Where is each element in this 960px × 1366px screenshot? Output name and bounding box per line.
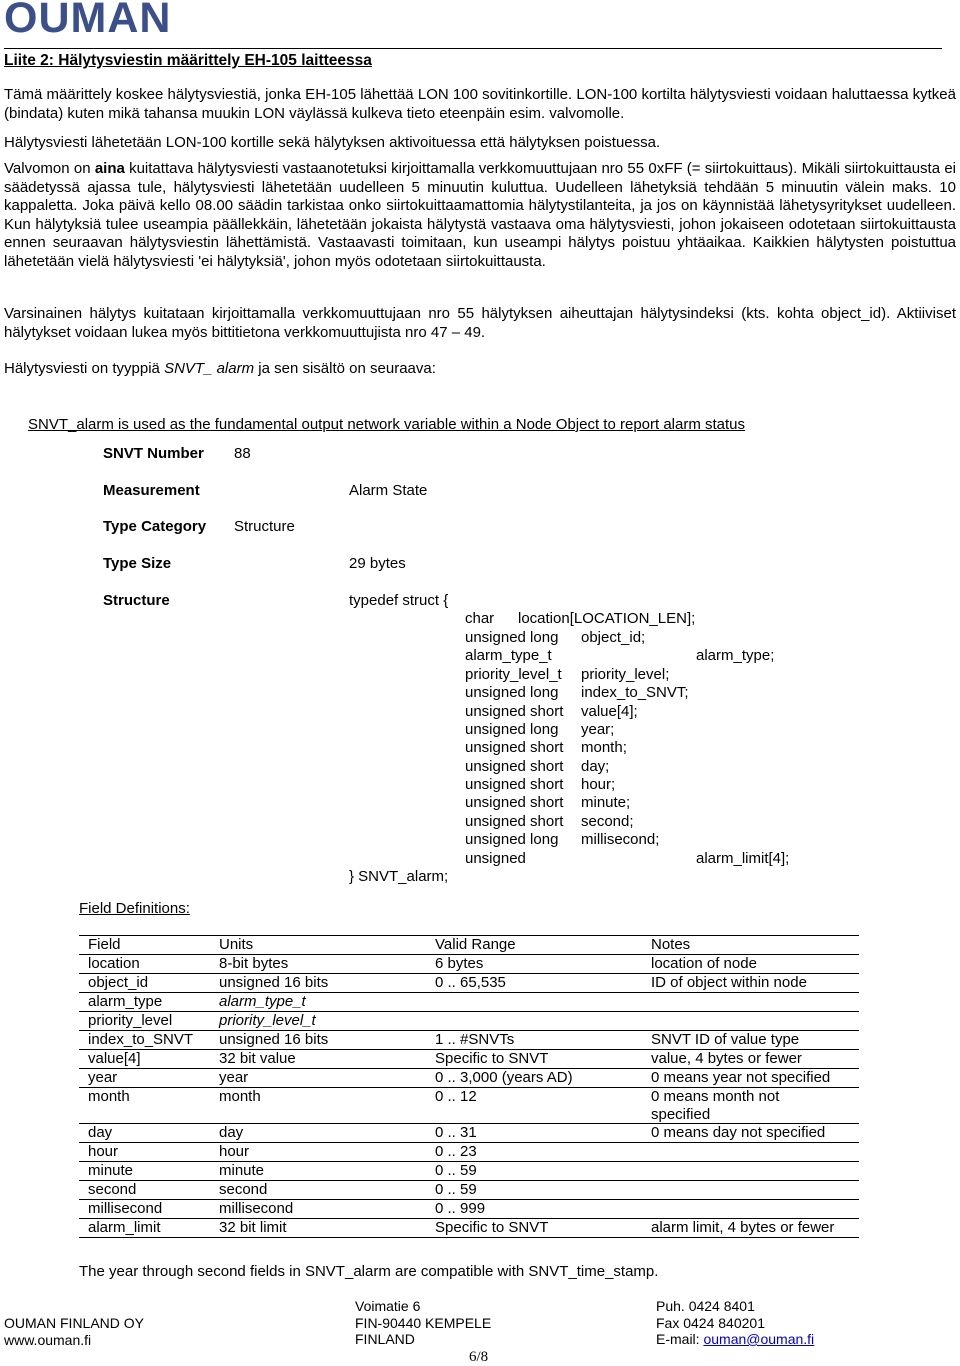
table-row (79, 1219, 859, 1238)
table-cell: 0 .. 59 (426, 1181, 642, 1200)
table-cell: priority_level (79, 1012, 210, 1031)
member-type: unsigned (465, 850, 526, 867)
member-name: hour; (581, 776, 616, 793)
table-cell: millisecond (210, 1200, 426, 1219)
table-cell: object_id (79, 974, 210, 993)
table-cell: 0 .. 23 (426, 1143, 642, 1162)
member-name: day; (581, 758, 610, 775)
header-divider (4, 48, 942, 49)
member-type: unsigned long (465, 831, 559, 848)
field-definitions-table (79, 935, 859, 1238)
member-name: alarm_type; (696, 647, 775, 664)
footer-fax: Fax 0424 840201 (656, 1314, 765, 1331)
structure-close: } SNVT_alarm; (349, 868, 449, 885)
member-name: alarm_limit[4]; (696, 850, 790, 867)
member-type: unsigned long (465, 721, 559, 738)
table-cell: month (79, 1088, 210, 1124)
member-type: unsigned short (465, 794, 564, 811)
footer-street: Voimatie 6 (355, 1298, 421, 1314)
table-row (79, 1124, 859, 1143)
footer-web: www.ouman.fi (4, 1331, 92, 1348)
page-number: 6/8 (469, 1349, 489, 1365)
type-category-label: Type Category (103, 518, 207, 535)
type-paragraph (4, 360, 956, 379)
ouman-logo: OUMAN (4, 0, 172, 42)
table-cell: 0 .. 65,535 (426, 974, 642, 993)
table-cell: day (79, 1124, 210, 1143)
member-name: month; (581, 739, 627, 756)
structure-open: typedef struct { (349, 592, 449, 609)
table-cell (642, 1181, 859, 1200)
table-header-row (79, 936, 859, 955)
member-name: priority_level; (581, 666, 670, 683)
table-row (79, 1012, 859, 1031)
table-cell: 8-bit bytes (210, 955, 426, 974)
type-category-value: Structure (234, 518, 295, 535)
member-type: alarm_type_t (465, 647, 552, 664)
footer-phone: Puh. 0424 8401 (656, 1298, 755, 1314)
table-cell: unsigned 16 bits (210, 1031, 426, 1050)
member-name: minute; (581, 794, 631, 811)
table-row (79, 1050, 859, 1069)
member-type: priority_level_t (465, 666, 562, 683)
member-name: value[4]; (581, 703, 638, 720)
member-name: location[LOCATION_LEN]; (518, 610, 696, 627)
ack-text-bold: aina (94, 160, 125, 177)
footer-country: FINLAND (355, 1331, 415, 1347)
member-type: unsigned short (465, 703, 564, 720)
table-cell: value, 4 bytes or fewer (642, 1050, 859, 1069)
ack-text-a: Valvomon on (4, 160, 95, 177)
table-cell: day (210, 1124, 426, 1143)
table-cell: year (79, 1069, 210, 1088)
column-header: Notes (642, 936, 859, 955)
table-row (79, 955, 859, 974)
acknowledge-alarm-paragraph: Varsinainen hälytys kuitataan kirjoittamalla verkkomuuttujaan nro 55 hälytyksen aiheuttajan hälytysindeksi (kts. kohta object_id). Aktiiviset hälytykset voidaan lukea myös bittitietona verkkomuuttujista nro 47 – 49. (4, 305, 956, 341)
member-type: char (465, 610, 495, 627)
table-row (79, 1162, 859, 1181)
column-header: Valid Range (426, 936, 642, 955)
table-cell: Specific to SNVT (426, 1219, 642, 1238)
type-text-b: ja sen sisältö on seuraava: (254, 360, 436, 377)
table-cell: 0 .. 12 (426, 1088, 642, 1124)
table-cell (426, 1012, 642, 1031)
table-cell: 0 .. 31 (426, 1124, 642, 1143)
member-name: millisecond; (581, 831, 660, 848)
table-cell: 1 .. #SNVTs (426, 1031, 642, 1050)
table-cell: 0 means year not specified (642, 1069, 859, 1088)
type-text-a: Hälytysviesti on tyyppiä (4, 360, 165, 377)
footer-postal: FIN-90440 KEMPELE (355, 1314, 492, 1331)
table-cell: 0 means month not specified (642, 1088, 859, 1124)
table-cell (642, 993, 859, 1012)
member-name: year; (581, 721, 615, 738)
table-cell: unsigned 16 bits (210, 974, 426, 993)
table-cell: second (79, 1181, 210, 1200)
table-cell: 0 .. 3,000 (years AD) (426, 1069, 642, 1088)
column-header: Units (210, 936, 426, 955)
table-row (79, 1031, 859, 1050)
member-type: unsigned short (465, 758, 564, 775)
page-heading: Liite 2: Hälytysviestin määrittely EH-105 laitteessa (4, 52, 372, 69)
footer-email-line (656, 1331, 814, 1348)
table-cell: hour (210, 1143, 426, 1162)
compatibility-note: The year through second fields in SNVT_alarm are compatible with SNVT_time_stamp. (79, 1263, 659, 1280)
table-row (79, 1069, 859, 1088)
table-cell: hour (79, 1143, 210, 1162)
table-cell: alarm_limit (79, 1219, 210, 1238)
member-name: object_id; (581, 629, 646, 646)
table-cell: 32 bit value (210, 1050, 426, 1069)
table-cell: month (210, 1088, 426, 1124)
table-cell: year (210, 1069, 426, 1088)
table-cell: priority_level_t (210, 1012, 426, 1031)
type-size-label: Type Size (103, 555, 172, 572)
acknowledge-paragraph (4, 160, 956, 271)
structure-label: Structure (103, 592, 170, 609)
table-cell: 6 bytes (426, 955, 642, 974)
table-cell (642, 1143, 859, 1162)
table-cell: location of node (642, 955, 859, 974)
measurement-label: Measurement (103, 482, 200, 499)
table-cell: millisecond (79, 1200, 210, 1219)
table-cell: alarm_type_t (210, 993, 426, 1012)
table-cell: minute (79, 1162, 210, 1181)
snvt-title: SNVT_alarm is used as the fundamental output network variable within a Node Object to report alarm status (28, 416, 746, 433)
member-type: unsigned long (465, 629, 559, 646)
table-cell: index_to_SNVT (79, 1031, 210, 1050)
table-row (79, 993, 859, 1012)
table-cell: SNVT ID of value type (642, 1031, 859, 1050)
table-cell: 0 .. 999 (426, 1200, 642, 1219)
table-cell (642, 1012, 859, 1031)
ack-text-b: kuitattava hälytysviesti vastaanotetuksi kirjoittamalla verkkomuuttujaan nro 55 0xFF (= siirtokuittaus). Mikäli siirtokuittausta ei säädetyssä ajassa tule, hälytysviesti lähetetään uudelleen 5 minuutin kuluttua. Uudelleen lähetyksiä tehdään 5 minuutin välein maks. 10 kappaletta. Joka päivä kello 08.00 säädin tarkistaa onko siirtokuittaamattomia hälytystilanteita, ja jos on käynnistää lähetysyritykset uudelleen. Kun hälytyksiä tulee useampia päällekkäin, lähetetään jokaista hälytystä vastaava oma hälytysviesti, johon jokaiseen odotetaan siirtokuittausta ennen seuraavan hälytysviestin lähettämistä. Vastaavasti toimitaan, kun useampi hälytys poistuu yhtäaikaa. Kaikkien hälytysten poistuttua lähetetään vielä hälytysviesti 'ei hälytyksiä', johon myös odotetaan siirtokuittausta. (4, 160, 957, 270)
table-row (79, 974, 859, 993)
table-cell (642, 1162, 859, 1181)
table-row (79, 1088, 859, 1124)
footer-address-block (355, 1298, 491, 1348)
footer-email-link[interactable]: ouman@ouman.fi (703, 1331, 815, 1347)
measurement-value: Alarm State (349, 482, 428, 499)
table-cell: alarm_type (79, 993, 210, 1012)
footer-contact-block (656, 1298, 814, 1348)
table-cell: second (210, 1181, 426, 1200)
snvt-number-label: SNVT Number (103, 445, 204, 462)
table-cell: location (79, 955, 210, 974)
type-size-value: 29 bytes (349, 555, 406, 572)
table-cell: value[4] (79, 1050, 210, 1069)
type-text-italic: SNVT_ alarm (164, 360, 255, 377)
table-cell: 0 means day not specified (642, 1124, 859, 1143)
table-cell (426, 993, 642, 1012)
member-type: unsigned short (465, 813, 564, 830)
snvt-number-value: 88 (234, 445, 251, 462)
field-definitions-title: Field Definitions: (79, 900, 190, 917)
member-name: index_to_SNVT; (581, 684, 689, 701)
member-type: unsigned short (465, 739, 564, 756)
footer-company-block (4, 1315, 144, 1348)
member-type: unsigned short (465, 776, 564, 793)
table-row (79, 1181, 859, 1200)
table-cell: Specific to SNVT (426, 1050, 642, 1069)
table-row (79, 1143, 859, 1162)
table-cell: ID of object within node (642, 974, 859, 993)
table-row (79, 1200, 859, 1219)
table-cell: 0 .. 59 (426, 1162, 642, 1181)
table-cell (642, 1200, 859, 1219)
footer-email-label: E-mail: (656, 1331, 704, 1347)
member-type: unsigned long (465, 684, 559, 701)
member-name: second; (581, 813, 634, 830)
intro-paragraph: Tämä määrittely koskee hälytysviestiä, jonka EH-105 lähettää LON 100 sovitinkortille. LON-100 kortilta hälytysviesti voidaan haluttaessa kytkeä (bindata) kuten mikä tahansa muukin LON väylässä kulkeva tieto eteenpäin esim. valvomolle. (4, 86, 956, 122)
table-cell: 32 bit limit (210, 1219, 426, 1238)
table-cell: alarm limit, 4 bytes or fewer (642, 1219, 859, 1238)
footer-company: OUMAN FINLAND OY (4, 1315, 145, 1331)
column-header: Field (79, 936, 210, 955)
table-cell: minute (210, 1162, 426, 1181)
send-paragraph: Hälytysviesti lähetetään LON-100 kortille sekä hälytyksen aktivoituessa että hälytyksen poistuessa. (4, 134, 661, 151)
